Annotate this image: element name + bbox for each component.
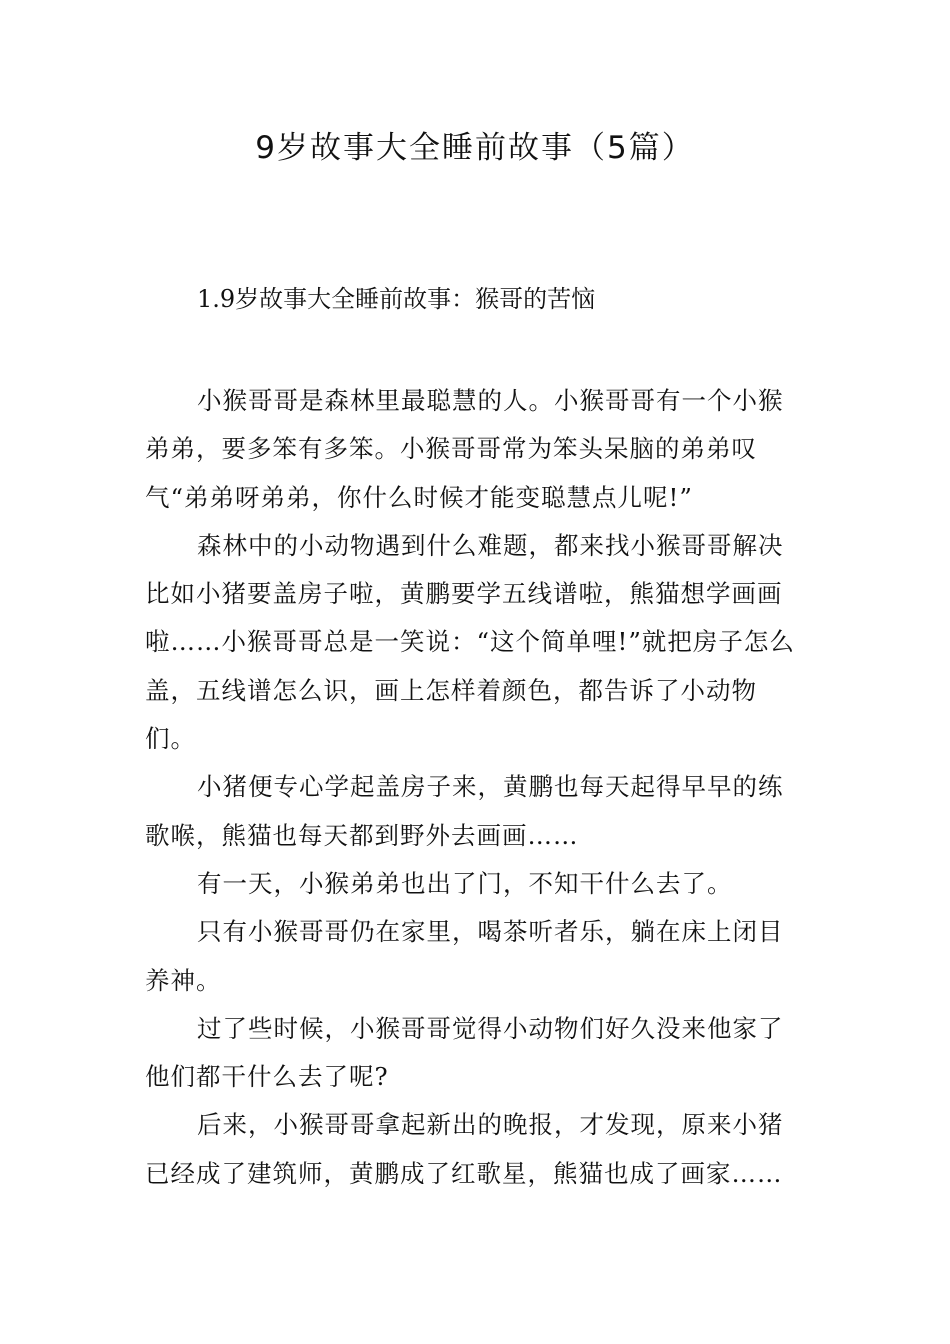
story-body: [145, 377, 807, 1198]
paragraph: 有一天，小猴弟弟也出了门，不知干什么去了。: [197, 868, 733, 898]
paragraph: 过了些时候，小猴哥哥觉得小动物们好久没来他家了他们都干什么去了呢?: [145, 1013, 784, 1092]
document-title: 9岁故事大全睡前故事（5篇）: [255, 130, 695, 166]
paragraph: 后来，小猴哥哥拿起新出的晚报，才发现，原来小猪已经成了建筑师，黄鹏成了红歌星，熊猫也成了画家……: [145, 1110, 784, 1188]
paragraph: 小猴哥哥是森林里最聪慧的人。小猴哥哥有一个小猴弟弟，要多笨有多笨。小猴哥哥常为笨头呆脑的弟弟叹气“弟弟呀弟弟，你什么时候才能变聪慧点儿呢!”: [145, 386, 784, 512]
paragraph: 森林中的小动物遇到什么难题，都来找小猴哥哥解决比如小猪要盖房子啦，黄鹏要学五线谱啦，熊猫想学画画啦……小猴哥哥总是一笑说：“这个简单哩!”就把房子怎么盖，五线谱怎么识，画上怎样着颜色，都告诉了小动物们。: [145, 530, 795, 754]
section-heading: 1.9岁故事大全睡前故事：猴哥的苦恼: [197, 285, 596, 313]
paragraph: 小猪便专心学起盖房子来，黄鹏也每天起得早早的练歌喉，熊猫也每天都到野外去画画……: [145, 772, 784, 850]
paragraph: 只有小猴哥哥仍在家里，喝茶听者乐，躺在床上闭目养神。: [145, 917, 784, 995]
